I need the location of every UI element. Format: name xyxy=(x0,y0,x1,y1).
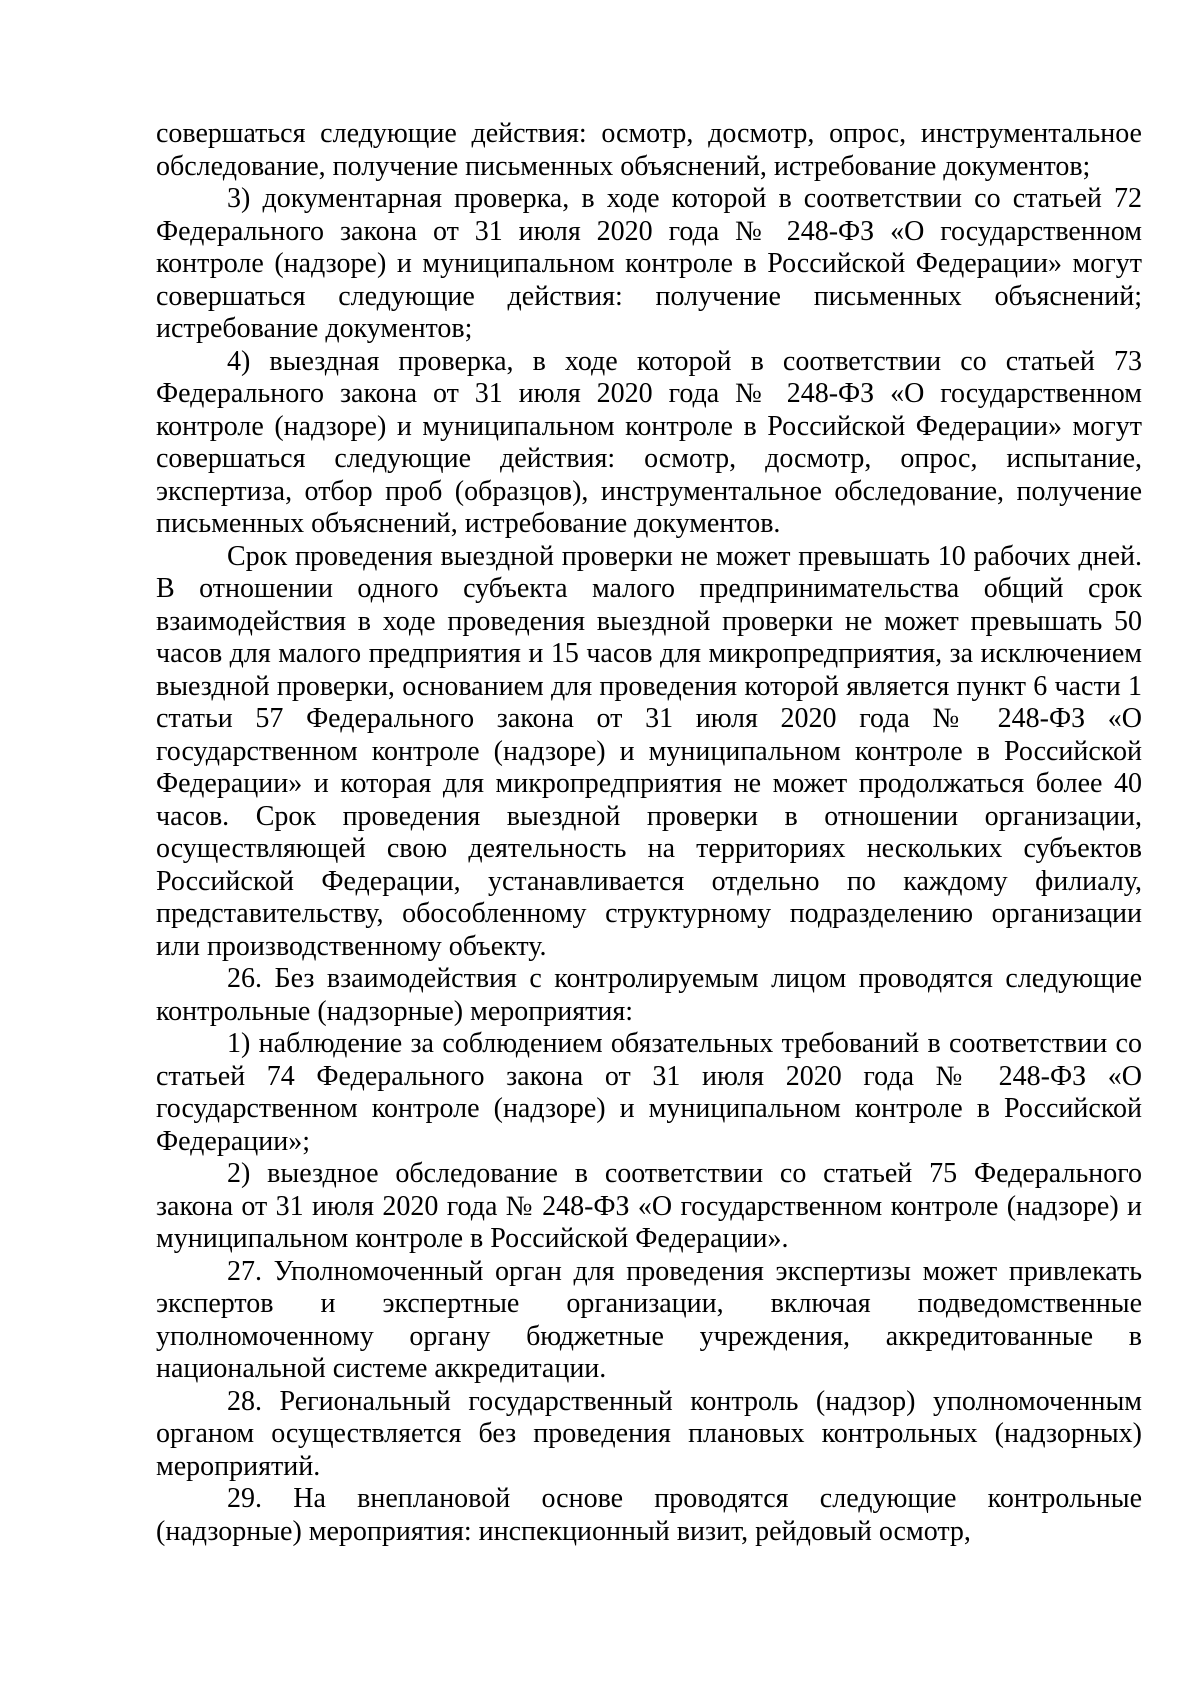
paragraph-clause-26-item-1: 1) наблюдение за соблюдением обязательных требований в соответствии со статьей 74 Федерального закона от 31 июля 2020 года № 248-ФЗ «О государственном контроле (надзоре) и муниципальном контроле в Российской Федерации»; xyxy=(156,1028,1142,1157)
paragraph-clause-26: 26. Без взаимодействия с контролируемым лицом проводятся следующие контрольные (надзорные) мероприятия: xyxy=(156,963,1142,1027)
paragraph-item-3-documentary-check: 3) документарная проверка, в ходе которой в соответствии со статьей 72 Федерального закона от 31 июля 2020 года № 248-ФЗ «О государственном контроле (надзоре) и муниципальном контроле в Российской Федерации» могут совершаться следующие действия: получение письменных объяснений; истребование документов; xyxy=(156,183,1142,344)
paragraph-item-4-onsite-check: 4) выездная проверка, в ходе которой в соответствии со статьей 73 Федерального закона от 31 июля 2020 года № 248-ФЗ «О государственном контроле (надзоре) и муниципальном контроле в Российской Федерации» могут совершаться следующие действия: осмотр, досмотр, опрос, испытание, экспертиза, отбор проб (образцов), инструментальное обследование, получение письменных объяснений, истребование документов. xyxy=(156,345,1142,539)
paragraph-clause-27: 27. Уполномоченный орган для проведения экспертизы может привлекать экспертов и экспертные организации, включая подведомственные уполномоченному органу бюджетные учреждения, аккредитованные в национальной системе аккредитации. xyxy=(156,1255,1142,1384)
paragraph-clause-29: 29. На внеплановой основе проводятся следующие контрольные (надзорные) мероприятия: инспекционный визит, рейдовый осмотр, xyxy=(156,1483,1142,1547)
document-page xyxy=(156,118,1142,1548)
paragraph-onsite-check-duration: Срок проведения выездной проверки не может превышать 10 рабочих дней. В отношении одного субъекта малого предпринимательства общий срок взаимодействия в ходе проведения выездной проверки не может превышать 50 часов для малого предприятия и 15 часов для микропредприятия, за исключением выездной проверки, основанием для проведения которой является пункт 6 части 1 статьи 57 Федерального закона от 31 июля 2020 года № 248-ФЗ «О государственном контроле (надзоре) и муниципальном контроле в Российской Федерации» и которая для микропредприятия не может продолжаться более 40 часов. Срок проведения выездной проверки в отношении организации, осуществляющей свою деятельность на территориях нескольких субъектов Российской Федерации, устанавливается отдельно по каждому филиалу, представительству, обособленному структурному подразделению организации или производственному объекту. xyxy=(156,540,1142,962)
paragraph-continuation: совершаться следующие действия: осмотр, досмотр, опрос, инструментальное обследование, получение письменных объяснений, истребование документов; xyxy=(156,118,1142,182)
paragraph-clause-26-item-2: 2) выездное обследование в соответствии со статьей 75 Федерального закона от 31 июля 2020 года № 248-ФЗ «О государственном контроле (надзоре) и муниципальном контроле в Российской Федерации». xyxy=(156,1158,1142,1254)
paragraph-clause-28: 28. Региональный государственный контроль (надзор) уполномоченным органом осуществляется без проведения плановых контрольных (надзорных) мероприятий. xyxy=(156,1385,1142,1482)
